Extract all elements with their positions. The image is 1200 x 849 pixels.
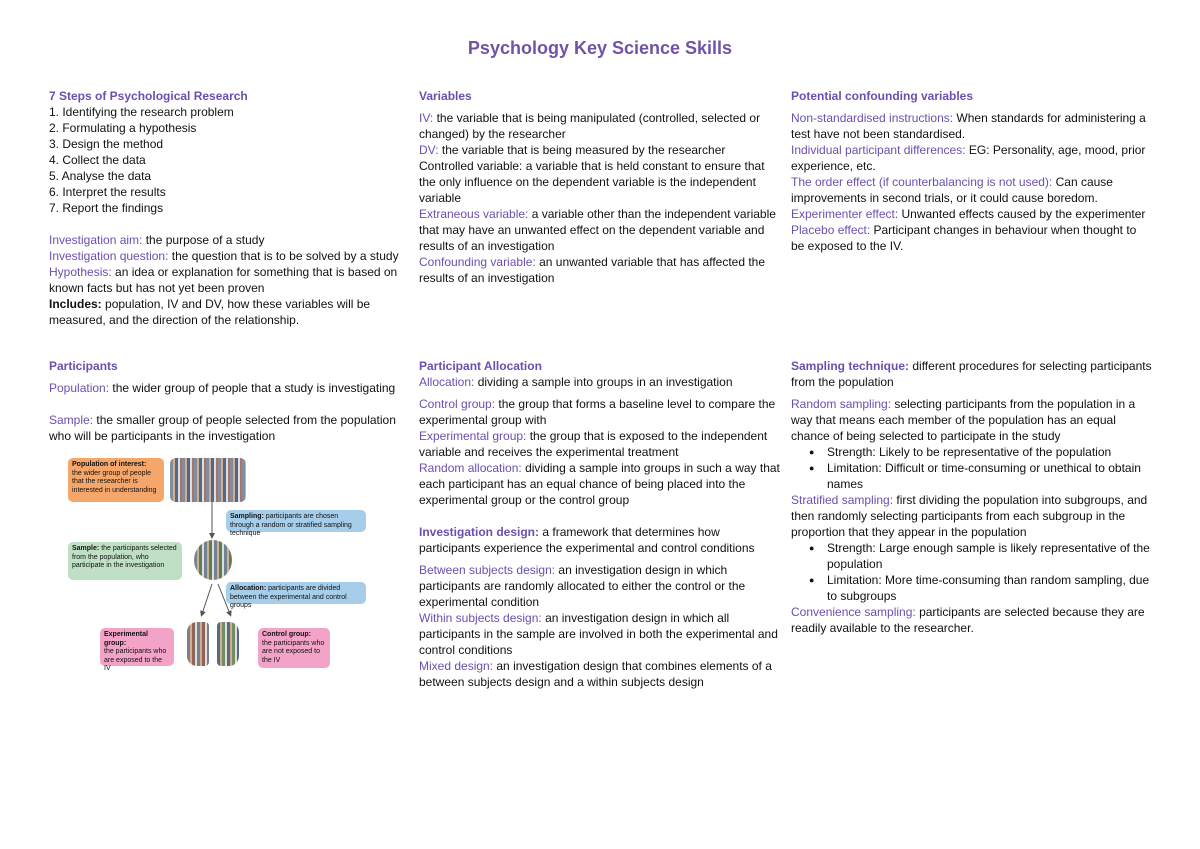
steps-list xyxy=(49,104,414,216)
control-group-box: Control group: the participants who are not exposed to the IV xyxy=(258,628,330,668)
step-item: 6. Interpret the results xyxy=(49,185,166,199)
step-item: 2. Formulating a hypothesis xyxy=(49,121,197,135)
step-item: 1. Identifying the research problem xyxy=(49,105,234,119)
between-subjects-design: Between subjects design: an investigation design in which participants are randomly allocated to either the control or the experimental condition xyxy=(419,563,746,609)
sampling-section xyxy=(791,358,1153,636)
hypothesis: Hypothesis: an idea or explanation for something that is based on known facts but has not yet been proven xyxy=(49,265,398,295)
list-item: ● Limitation: Difficult or time-consuming or unethical to obtain names xyxy=(827,460,1153,492)
random-sampling-list xyxy=(791,444,1153,492)
stratified-sampling-definition: Stratified sampling: first dividing the population into subgroups, and then randomly selecting participants from each subgroup in the proportion that they appear in the population xyxy=(791,493,1148,539)
allocation-box: Allocation: participants are divided between the experimental and control groups xyxy=(226,582,366,604)
mixed-design: Mixed design: an investigation design that combines elements of a between subjects design and a within subjects design xyxy=(419,659,772,689)
controlled-variable: Controlled variable: a variable that is held constant to ensure that the only influence on the dependent variable is the independent variable xyxy=(419,159,765,205)
sampling-technique-definition: Sampling technique: different procedures for selecting participants from the population xyxy=(791,359,1152,389)
random-allocation-definition: Random allocation: dividing a sample into groups in such a way that each participant has an equal chance of being placed into the experimental group or the control group xyxy=(419,461,780,507)
population-definition: Population: the wider group of people that a study is investigating xyxy=(49,381,396,395)
order-effect: The order effect (if counterbalancing is not used): Can cause improvements in second trials, or it could cause boredom. xyxy=(791,175,1113,205)
population-box: Population of interest: the wider group of people that the researcher is interested in understanding xyxy=(68,458,164,502)
experimental-group-box: Experimental group: the participants who are exposed to the IV xyxy=(100,628,174,666)
investigation-question: Investigation question: the question that is to be solved by a study xyxy=(49,249,399,263)
confounding-heading: Potential confounding variables xyxy=(791,89,974,103)
allocation-heading: Participant Allocation xyxy=(419,359,542,373)
stratified-sampling-list xyxy=(791,540,1153,604)
sample-definition: Sample: the smaller group of people selected from the population who will be participants in the investigation xyxy=(49,413,396,443)
allocation-definition: Allocation: dividing a sample into groups in an investigation xyxy=(419,375,733,389)
step-item: 5. Analyse the data xyxy=(49,169,152,183)
sampling-box: Sampling: participants are chosen through a random or stratified sampling technique xyxy=(226,510,366,532)
allocation-section xyxy=(419,358,781,690)
population-crowd-image xyxy=(170,458,246,502)
sampling-diagram xyxy=(66,454,370,672)
sample-box: Sample: the participants selected from the population, who participate in the investigation xyxy=(68,542,182,580)
non-standardised-instructions: Non-standardised instructions: When standards for administering a test have not been standardised. xyxy=(791,111,1146,141)
dv-definition: DV: the variable that is being measured by the researcher xyxy=(419,143,726,157)
sample-crowd-image xyxy=(194,540,232,580)
investigation-aim: Investigation aim: the purpose of a study xyxy=(49,233,265,247)
individual-differences: Individual participant differences: EG: Personality, age, mood, prior experience, etc. xyxy=(791,143,1146,173)
confounding-section xyxy=(791,88,1153,254)
placebo-effect: Placebo effect: Participant changes in behaviour when thought to be exposed to the IV. xyxy=(791,223,1137,253)
random-sampling-definition: Random sampling: selecting participants from the population in a way that means each member of the population has an equal chance of being selected to participate in the study xyxy=(791,397,1136,443)
step-item: 3. Design the method xyxy=(49,137,164,151)
variables-section xyxy=(419,88,781,286)
control-group-image xyxy=(217,622,239,666)
variables-heading: Variables xyxy=(419,89,472,103)
investigation-design-definition: Investigation design: a framework that determines how participants experience the experimental and control conditions xyxy=(419,525,755,555)
list-item: ● Strength: Likely to be representative of the population xyxy=(827,444,1153,460)
experimental-group-image xyxy=(187,622,209,666)
convenience-sampling-definition: Convenience sampling: participants are selected because they are readily available to the researcher. xyxy=(791,605,1145,635)
list-item: ● Strength: Large enough sample is likely representative of the population xyxy=(827,540,1153,572)
experimental-group-definition: Experimental group: the group that is exposed to the independent variable and receives the experimental treatment xyxy=(419,429,768,459)
control-group-definition: Control group: the group that forms a baseline level to compare the experimental group with xyxy=(419,397,776,427)
hypothesis-includes: Includes: population, IV and DV, how these variables will be measured, and the direction of the relationship. xyxy=(49,297,371,327)
extraneous-variable: Extraneous variable: a variable other than the independent variable that may have an unwanted effect on the dependent variable and results of an investigation xyxy=(419,207,776,253)
step-item: 4. Collect the data xyxy=(49,153,146,167)
participants-section xyxy=(49,358,414,444)
experimenter-effect: Experimenter effect: Unwanted effects caused by the experimenter xyxy=(791,207,1146,221)
page-title: Psychology Key Science Skills xyxy=(467,38,733,58)
list-item: ● Limitation: More time-consuming than random sampling, due to subgroups xyxy=(827,572,1153,604)
step-item: 7. Report the findings xyxy=(49,201,164,215)
iv-definition: IV: the variable that is being manipulated (controlled, selected or changed) by the researcher xyxy=(419,111,761,141)
participants-heading: Participants xyxy=(49,359,118,373)
steps-heading: 7 Steps of Psychological Research xyxy=(49,89,248,103)
research-steps-section xyxy=(49,88,414,328)
within-subjects-design: Within subjects design: an investigation design in which all participants in the sample are involved in both the experimental and control conditions xyxy=(419,611,778,657)
confounding-variable: Confounding variable: an unwanted variable that has affected the results of an investigation xyxy=(419,255,766,285)
